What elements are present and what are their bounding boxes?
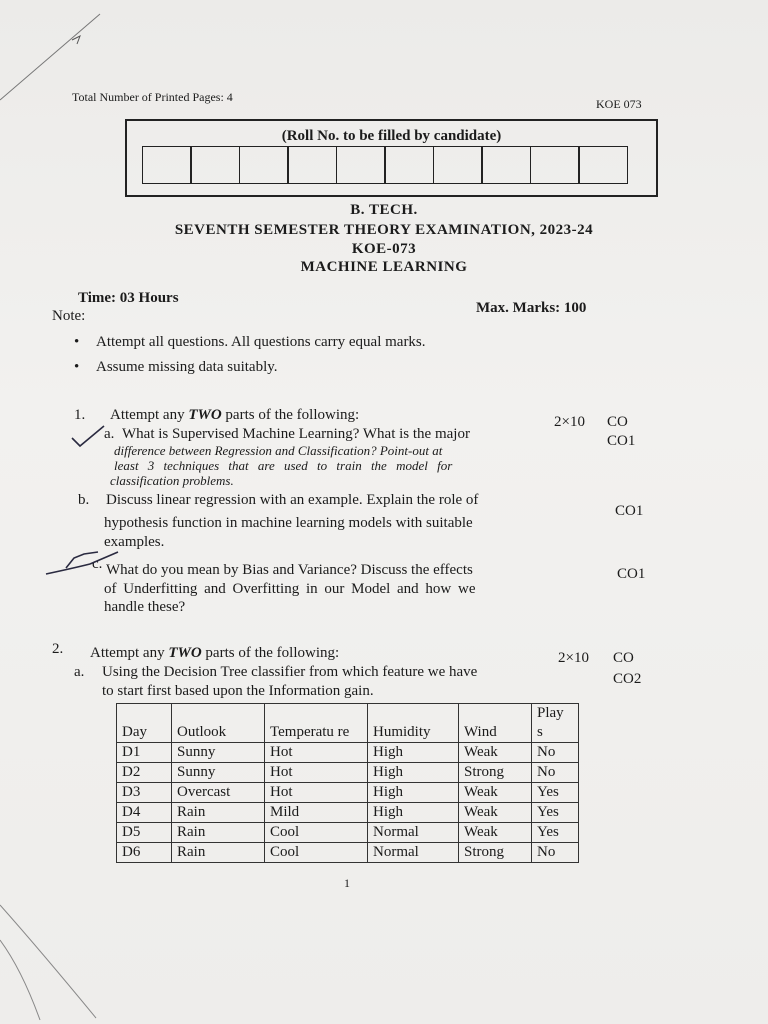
table-cell: Mild (265, 803, 368, 823)
table-cell: High (368, 783, 459, 803)
subject-title: MACHINE LEARNING (300, 259, 468, 275)
table-row (117, 803, 579, 823)
table-cell: Yes (532, 823, 579, 843)
question-1c-line: handle these? (104, 599, 186, 615)
table-cell: Weak (459, 803, 532, 823)
question-1b-line: hypothesis function in machine learning models with suitable (104, 515, 473, 531)
question-2-co-header: CO (613, 650, 634, 666)
table-header-cell: Humidity (368, 704, 459, 743)
table-row (117, 783, 579, 803)
table-cell: High (368, 743, 459, 763)
table-cell: Rain (172, 823, 265, 843)
table-row (117, 843, 579, 863)
table-cell: Yes (532, 783, 579, 803)
roll-cell (336, 146, 386, 184)
question-1b-line: Discuss linear regression with an example. Explain the role of (106, 492, 479, 508)
exam-title: SEVENTH SEMESTER THEORY EXAMINATION, 2023-24 (174, 222, 594, 238)
table-cell: Weak (459, 783, 532, 803)
table-cell: No (532, 763, 579, 783)
table-cell: Cool (265, 823, 368, 843)
question-1a-line: What is Supervised Machine Learning? What is the major (122, 426, 470, 442)
question-1b-label: b. (78, 492, 90, 508)
question-2a-co: CO2 (613, 671, 642, 687)
table-cell: High (368, 803, 459, 823)
table-cell: Rain (172, 803, 265, 823)
table-cell: D2 (117, 763, 172, 783)
pen-tick-mark (44, 550, 124, 580)
table-cell: D6 (117, 843, 172, 863)
question-1a-co: CO1 (607, 433, 636, 449)
table-cell: Overcast (172, 783, 265, 803)
table-row (117, 823, 579, 843)
table-cell: Hot (265, 783, 368, 803)
roll-number-title: (Roll No. to be filled by candidate) (281, 128, 502, 144)
question-1-number: 1. (74, 407, 86, 423)
roll-cell (287, 146, 337, 184)
table-cell: Hot (265, 763, 368, 783)
question-1c-line: What do you mean by Bias and Variance? Discuss the effects (106, 562, 473, 578)
play-tennis-table (116, 703, 579, 863)
roll-cell (433, 146, 483, 184)
question-1a-label: a. (104, 426, 115, 442)
roll-cell (142, 146, 192, 184)
pen-tick-mark (66, 422, 126, 452)
question-2-title: Attempt any TWO parts of the following: (90, 645, 340, 661)
question-1c-line: of Underfitting and Overfitting in our Model and how we (104, 581, 476, 597)
roll-cell (239, 146, 289, 184)
roll-number-cells (143, 146, 628, 184)
question-1a-line: difference between Regression and Classification? Point-out at (114, 443, 443, 458)
printed-pages-text: Total Number of Printed Pages: 4 (72, 90, 233, 104)
table-cell: Normal (368, 823, 459, 843)
question-1-title: Attempt any TWO parts of the following: (110, 407, 360, 423)
table-cell: Cool (265, 843, 368, 863)
max-marks: Max. Marks: 100 (476, 300, 587, 316)
question-1-marks: 2×10 (554, 414, 585, 430)
table-header-row (117, 704, 579, 743)
table-cell: D4 (117, 803, 172, 823)
question-1-co-header: CO (607, 414, 628, 430)
note-label: Note: (52, 308, 86, 324)
question-2-number: 2. (52, 641, 64, 657)
question-2a-line: to start first based upon the Information gain. (102, 683, 374, 699)
table-header-cell: Day (117, 704, 172, 743)
table-cell: Normal (368, 843, 459, 863)
question-1b-line: examples. (104, 534, 165, 550)
roll-cell (384, 146, 434, 184)
table-header-cell: Outlook (172, 704, 265, 743)
table-cell: Rain (172, 843, 265, 863)
question-1c-co: CO1 (617, 566, 646, 582)
table-cell: Strong (459, 843, 532, 863)
table-cell: High (368, 763, 459, 783)
table-row (117, 763, 579, 783)
question-1b-co: CO1 (615, 503, 644, 519)
roll-cell (481, 146, 531, 184)
table-cell: Weak (459, 743, 532, 763)
table-cell: D1 (117, 743, 172, 763)
table-cell: Strong (459, 763, 532, 783)
table-cell: Sunny (172, 743, 265, 763)
table-header-cell: Wind (459, 704, 532, 743)
table-row (117, 743, 579, 763)
instruction-item: • Attempt all questions. All questions carry equal marks. (74, 334, 426, 351)
course-code: KOE-073 (351, 241, 417, 257)
roll-cell (530, 146, 580, 184)
table-cell: D5 (117, 823, 172, 843)
table-cell: No (532, 743, 579, 763)
table-cell: Sunny (172, 763, 265, 783)
page-number: 1 (344, 876, 350, 890)
question-2a-label: a. (74, 664, 85, 680)
question-1c-label: c. (92, 556, 103, 572)
instruction-item: • Assume missing data suitably. (74, 359, 278, 376)
roll-cell (578, 146, 628, 184)
roll-cell (190, 146, 240, 184)
table-cell: No (532, 843, 579, 863)
table-cell: Yes (532, 803, 579, 823)
question-2-marks: 2×10 (558, 650, 589, 666)
exam-duration: Time: 03 Hours (78, 290, 179, 306)
table-cell: D3 (117, 783, 172, 803)
question-1a-line: least 3 techniques that are used to train the model for (114, 458, 453, 473)
table-header-cell: Play s (532, 704, 579, 743)
table-header-cell: Temperatu re (265, 704, 368, 743)
program-title: B. TECH. (350, 202, 418, 218)
paper-code-top: KOE 073 (596, 97, 642, 111)
question-2a-line: Using the Decision Tree classifier from which feature we have (102, 664, 478, 680)
question-1a-line: classification problems. (110, 473, 234, 488)
table-cell: Weak (459, 823, 532, 843)
table-cell: Hot (265, 743, 368, 763)
